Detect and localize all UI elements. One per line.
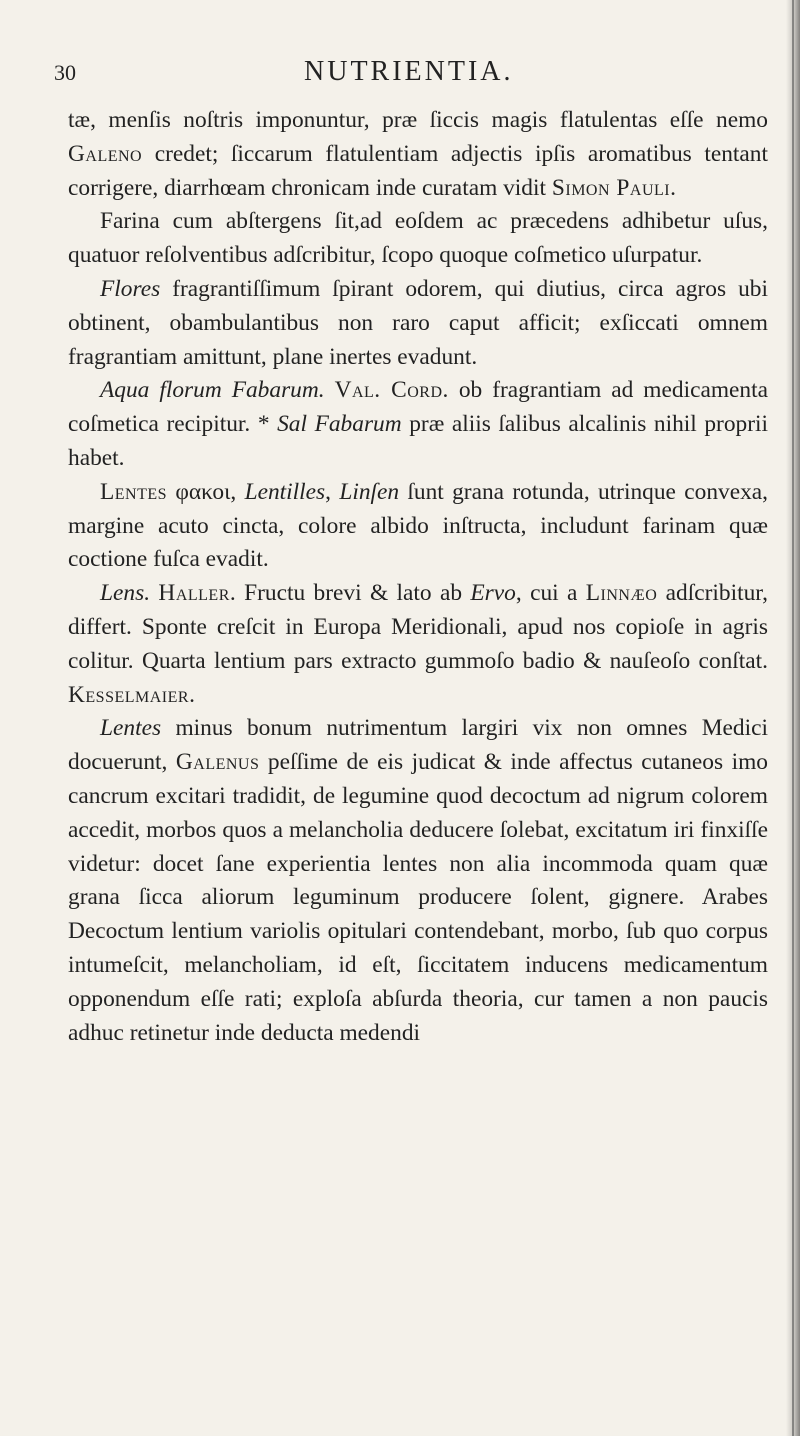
page-edge-line [792,0,794,1436]
paragraph [68,273,768,374]
text-run: ſunt grana rotunda, utrinque convexa, margine acuto cincta, colore albido inſtructa, includunt farinam quæ coctione fuſca evadit. [68,478,769,573]
text-run: . [189,681,195,708]
text-run: ob fragrantiam ad medicamenta coſmetica recipitur. * [68,377,768,438]
italic-term: Sal Fabarum [277,411,402,438]
paragraph [68,577,768,712]
main-text [68,104,768,1050]
text-run: peſſime de eis judicat & inde affectus cutaneos imo cancrum excitari tradidit, de legumine quod decoctum ad nigrum colorem accedit, morbos quos a melancholia deducere ſolebat, excitatum iri finxiſſe videtur: docet ſane experientia lentes non alia incommoda quam quæ grana ſicca aliorum leguminum producere ſolent, gignere. Arabes Decoctum lentium variolis opitulari contendebant, morbo, ſub quo corpus intumeſcit, melancholiam, id eſt, ſiccitatem inducens medicamentum opponendum eſſe rati; exploſa abſurda theoria, cur tamen a non paucis adhuc retinetur inde deducta medendi [68,749,768,1046]
small-caps-name: Haller [158,580,230,607]
small-caps-name: Galenus [175,749,260,776]
paragraph [68,205,768,273]
paragraph [68,476,768,577]
text-run: præ aliis ſalibus alcalinis nihil proprii habet. [68,411,768,471]
italic-term: Lens. [100,580,151,607]
text-run: , [325,478,340,505]
italic-term: Linſen [339,478,400,505]
italic-term: Aqua florum Fabarum. [100,377,325,404]
paragraph [68,104,768,205]
text-run: credet; ſiccarum flatulentiam adjectis ipſis aromatibus tentant corrigere, diarrhœam chronicam inde curatam vidit [68,140,768,201]
paragraph [68,712,768,1050]
small-caps-name: Simon Pauli [551,174,671,201]
page-number: 30 [54,60,76,85]
text-run: . [670,174,676,201]
italic-term: Lentilles [244,478,326,505]
text-run: , cui a [515,580,586,607]
small-caps-name: Kesselmaier [68,681,190,708]
italic-term: Flores [100,275,161,302]
text-run: fragrantiſſimum ſpirant odorem, qui diutius, circa agros ubi obtinent, obambulantibus non raro caput afficit; exſiccati omnem fragrantiam amittunt, plane inertes evadunt. [68,275,768,370]
italic-term: Lentes [100,715,162,742]
text-run: φακοι, [167,478,245,505]
page-header [54,56,774,96]
small-caps-name: Galeno [68,140,143,167]
small-caps-name: Val. Cord. [334,377,449,404]
running-head: NUTRIENTIA. [304,56,514,87]
text-run: minus bonum nutrimentum largiri vix non omnes Medici docuerunt, [68,715,768,776]
text-run: tæ, menſis noſtris imponuntur, præ ſiccis magis flatulentas eſſe nemo [68,107,768,133]
text-run: . Fructu brevi & lato ab [229,580,471,607]
small-caps-name: Lentes [100,478,168,505]
text-run: adſcribitur, differt. Sponte creſcit in Europa Meridionali, apud nos copioſe in agris colitur. Quarta lentium pars extracto gummoſo badio & nauſeoſo conſtat. [68,580,768,674]
italic-term: Ervo [470,580,516,607]
text-run [325,377,335,403]
paragraph [68,374,768,475]
text-run: Farina cum abſtergens ſit,ad eoſdem ac præcedens adhibetur uſus, quatuor reſolventibus adſcribitur, ſcopo quoque coſmetico uſurpatur. [68,208,768,269]
small-caps-name: Linnæo [585,580,658,607]
